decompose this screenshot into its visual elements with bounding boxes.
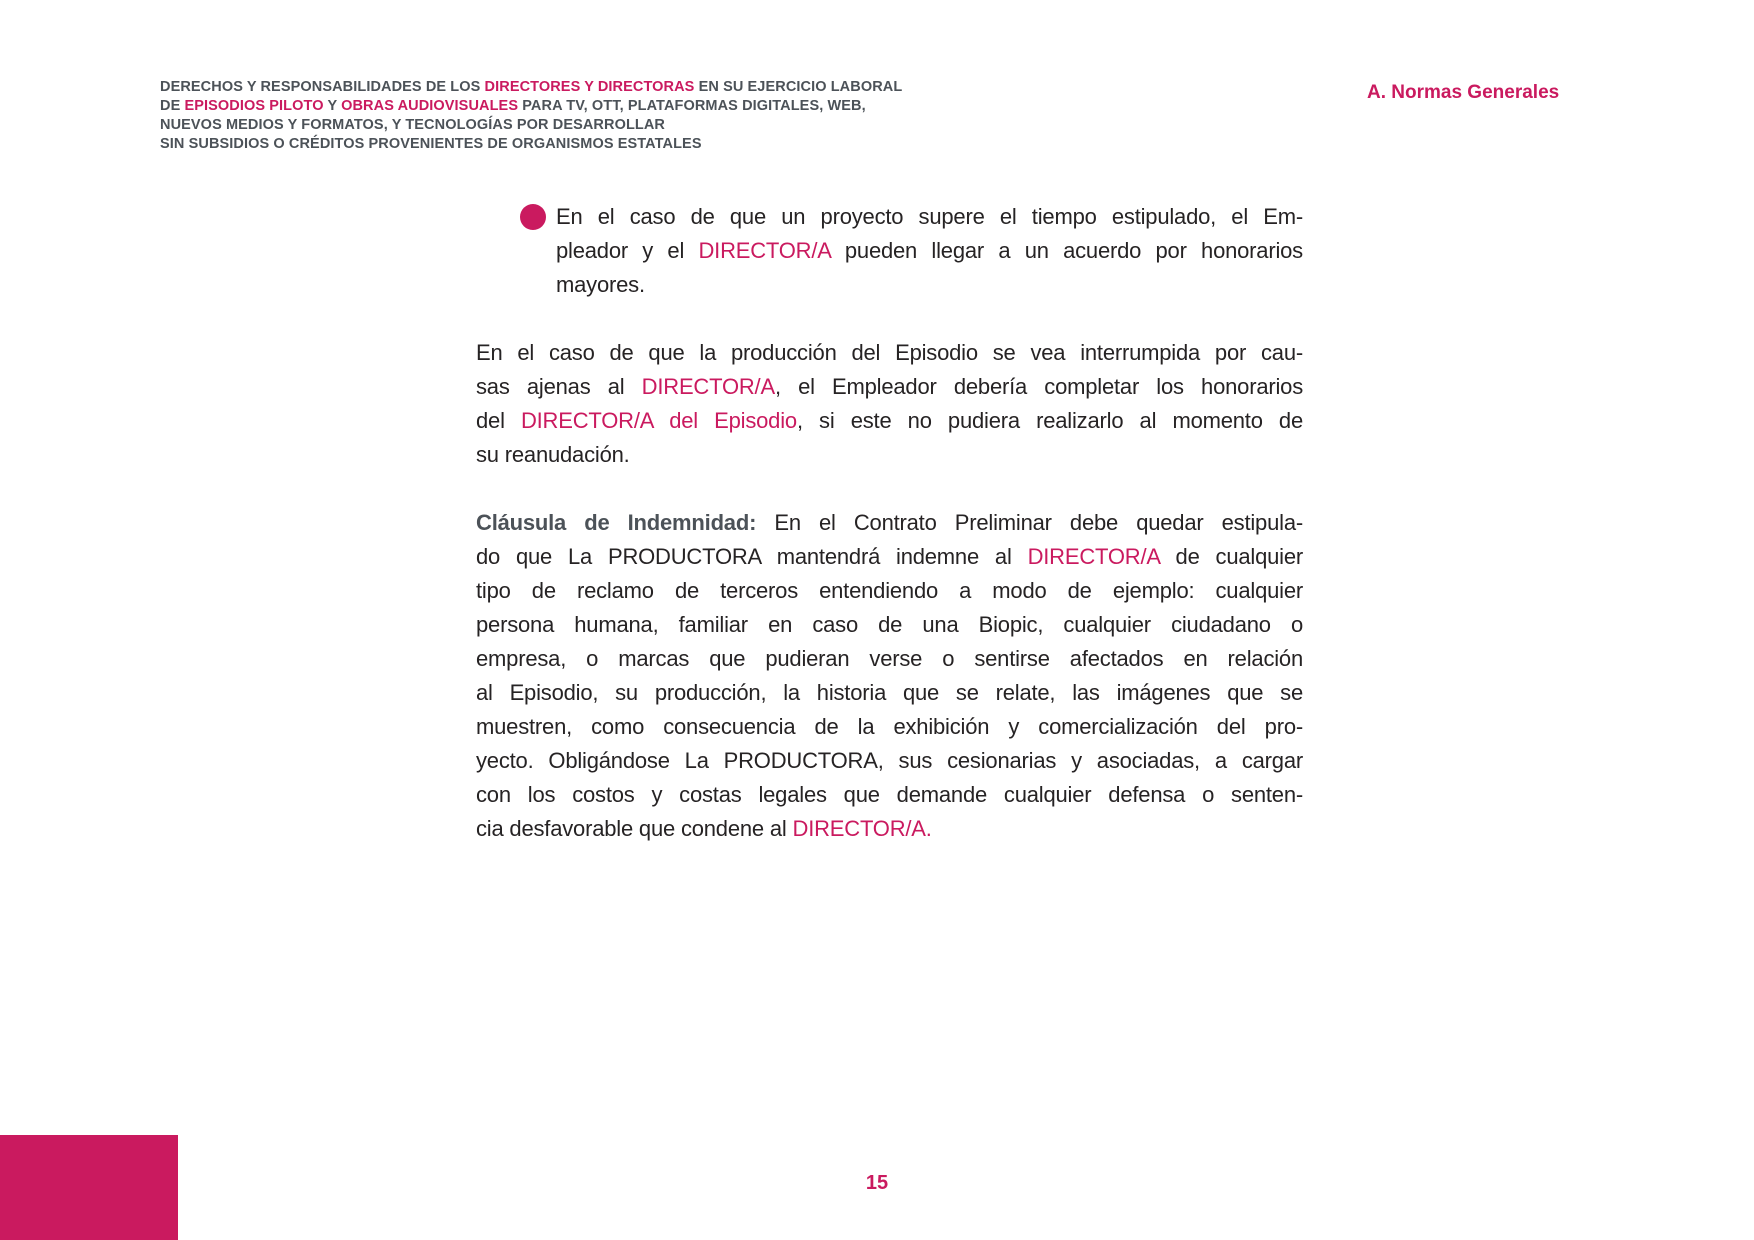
text-segment: pleador y el — [556, 238, 699, 263]
text-line — [556, 234, 1303, 268]
text-segment: su reanudación. — [476, 442, 630, 467]
text-segment: muestren, como consecuencia de la exhibición y comercialización del pro- — [476, 714, 1303, 739]
clause-lead-text: Cláusula de Indemnidad: — [476, 510, 757, 535]
text-line — [556, 200, 1303, 234]
highlighted-term: DIRECTOR/A — [698, 238, 831, 263]
text-line — [476, 608, 1303, 642]
text-line — [476, 540, 1303, 574]
bullet-paragraph — [476, 200, 1303, 302]
bullet-icon — [520, 204, 546, 230]
body-content — [476, 200, 1303, 880]
text-segment: al Episodio, su producción, la historia que se relate, las imágenes que se — [476, 680, 1303, 705]
text-line — [556, 268, 1303, 302]
header-line — [160, 78, 1220, 97]
text-segment: sas ajenas al — [476, 374, 642, 399]
paragraph — [476, 336, 1303, 472]
paragraph — [476, 506, 1303, 846]
highlighted-term: DIRECTOR/A. — [792, 816, 932, 841]
text-segment: En el caso de que la producción del Episodio se vea interrumpida por cau- — [476, 340, 1303, 365]
section-label: A. Normas Generales — [1367, 82, 1560, 103]
text-segment: En el Contrato Preliminar debe quedar estipula- — [756, 510, 1303, 535]
text-segment: pueden llegar a un acuerdo por honorarios — [830, 238, 1303, 263]
highlighted-term: OBRAS AUDIOVISUALES — [341, 98, 519, 114]
text-segment: yecto. Obligándose La PRODUCTORA, sus cesionarias y asociadas, a cargar — [476, 748, 1303, 773]
text-line — [476, 574, 1303, 608]
text-segment: En el caso de que un proyecto supere el tiempo estipulado, el Em- — [556, 204, 1303, 229]
text-segment: NUEVOS MEDIOS Y FORMATOS, Y TECNOLOGÍAS POR DESARROLLAR — [160, 117, 666, 133]
text-segment: EN SU EJERCICIO LABORAL — [694, 79, 903, 95]
text-line — [476, 506, 1303, 540]
text-segment: , si este no pudiera realizarlo al momento de — [796, 408, 1304, 433]
text-line — [476, 778, 1303, 812]
highlighted-term: DIRECTOR/A — [641, 374, 775, 399]
header-line — [160, 97, 1220, 116]
text-line — [476, 710, 1303, 744]
text-line — [476, 744, 1303, 778]
text-segment: con los costos y costas legales que demande cualquier defensa o senten- — [476, 782, 1303, 807]
header-line — [160, 135, 1220, 154]
text-line — [476, 336, 1303, 370]
header-line — [160, 116, 1220, 135]
highlighted-term: DIRECTORES Y DIRECTORAS — [484, 79, 695, 95]
text-segment: cia desfavorable que condene al — [476, 816, 793, 841]
text-segment: , el Empleador debería completar los honorarios — [774, 374, 1304, 399]
highlighted-term: DIRECTOR/A del Episodio — [520, 408, 797, 433]
text-line — [476, 370, 1303, 404]
text-segment: do que La PRODUCTORA mantendrá indemne al — [476, 544, 1028, 569]
text-segment: Y — [323, 98, 342, 114]
text-line — [476, 642, 1303, 676]
text-segment: DE — [160, 98, 185, 114]
text-segment: DERECHOS Y RESPONSABILIDADES DE LOS — [160, 79, 485, 95]
text-segment: PARA TV, OTT, PLATAFORMAS DIGITALES, WEB, — [518, 98, 866, 114]
text-segment: de cualquier — [1159, 544, 1304, 569]
text-line — [476, 438, 1303, 472]
corner-accent-block — [0, 1135, 178, 1240]
text-segment: persona humana, familiar en caso de una Biopic, cualquier ciudadano o — [476, 612, 1303, 637]
text-segment: SIN SUBSIDIOS O CRÉDITOS PROVENIENTES DE ORGANISMOS ESTATALES — [160, 136, 702, 152]
document-title-header — [160, 78, 1220, 154]
highlighted-term: EPISODIOS PILOTO — [184, 98, 324, 114]
text-line — [476, 812, 1303, 846]
highlighted-term: DIRECTOR/A — [1027, 544, 1160, 569]
text-segment: del — [476, 408, 521, 433]
text-segment: tipo de reclamo de terceros entendiendo a modo de ejemplo: cualquier — [476, 578, 1303, 603]
text-line — [476, 676, 1303, 710]
text-segment: empresa, o marcas que pudieran verse o sentirse afectados en relación — [476, 646, 1303, 671]
text-segment: mayores. — [556, 272, 645, 297]
text-line — [476, 404, 1303, 438]
page-number: 15 — [865, 1172, 889, 1194]
